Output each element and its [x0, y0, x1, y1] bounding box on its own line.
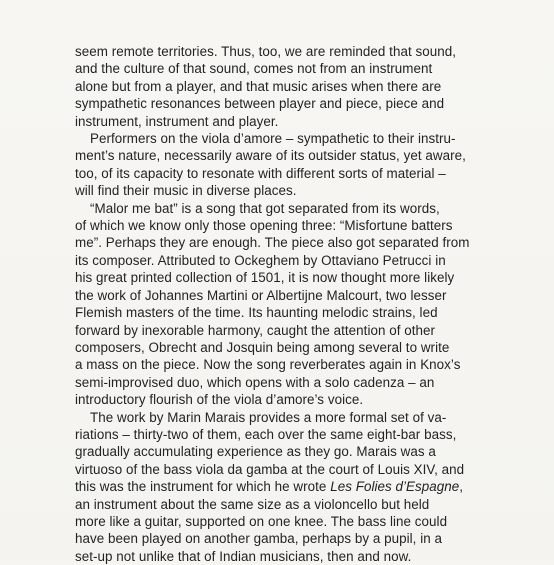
text-line: sympathetic resonances between player and piece, piece and	[75, 96, 445, 112]
text-line: have been played on another gamba, perhaps by a pupil, in a	[75, 531, 442, 547]
text-line: “Malor me bat” is a song that got separated from its words,	[90, 200, 440, 216]
text-line: gradually accumulating experience as they go. Marais was a	[75, 444, 436, 460]
text-line: virtuoso of the bass viola da gamba at the court of Louis XIV, and	[75, 461, 465, 477]
paragraph-1	[75, 43, 475, 130]
text-line: more like a guitar, supported on one knee. The bass line could	[75, 513, 448, 529]
italic-title: Les Folies d’Espagne	[330, 479, 460, 495]
text-line: introductory flourish of the viola d’amore’s voice.	[75, 392, 364, 408]
text-line: The work by Marin Marais provides a more formal set of va-	[90, 409, 447, 425]
paragraph-2	[75, 130, 475, 200]
text-line: Performers on the viola d’amore – sympathetic to their instru-	[90, 131, 456, 147]
title-punctuation: ,	[459, 479, 464, 495]
text-line: ment’s nature, necessarily aware of its outsider status, yet aware,	[75, 148, 466, 164]
text-line: semi-improvised duo, which opens with a solo cadenza – an	[75, 374, 435, 390]
text-line: his great printed collection of 1501, it is now thought more likely	[75, 270, 455, 286]
text-line: too, of its capacity to resonate with different sorts of material –	[75, 165, 446, 181]
text-line: seem remote territories. Thus, too, we are reminded that sound,	[75, 44, 456, 59]
text-line: Flemish masters of the time. Its haunting melodic strains, led	[75, 305, 438, 321]
text-line: alone but from a player, and that music arises when there are	[75, 78, 442, 94]
text-line: set-up not unlike that of Indian musicians, then and now.	[75, 548, 412, 564]
text-line: an instrument about the same size as a violoncello but held	[75, 496, 430, 512]
text-line: composers, Obrecht and Josquin being among several to write	[75, 339, 450, 355]
body-text	[75, 43, 475, 565]
text-line: the work of Johannes Martini or Albertijne Malcourt, two lesser	[75, 287, 447, 303]
text-line: me”. Perhaps they are enough. The piece also got separated from	[75, 235, 470, 251]
text-line: riations – thirty-two of them, each over the same eight-bar bass,	[75, 426, 457, 442]
text-line-with-title	[75, 478, 475, 495]
paragraph-3	[75, 200, 475, 409]
text-line: and the culture of that sound, comes not from an instrument	[75, 61, 433, 77]
text-line: a mass on the piece. Now the song reverberates again in Knox’s	[75, 357, 461, 373]
text-line: will find their music in diverse places.	[75, 183, 297, 199]
text-line: forward by inexorable harmony, caught the attention of other	[75, 322, 436, 338]
text-line: instrument, instrument and player.	[75, 113, 279, 129]
text-line: of which we know only those opening three: “Misfortune batters	[75, 218, 453, 234]
line-text: this was the instrument for which he wrote	[75, 479, 331, 495]
paragraph-4	[75, 409, 475, 565]
text-line: its composer. Attributed to Ockeghem by Ottaviano Petrucci in	[75, 252, 446, 268]
